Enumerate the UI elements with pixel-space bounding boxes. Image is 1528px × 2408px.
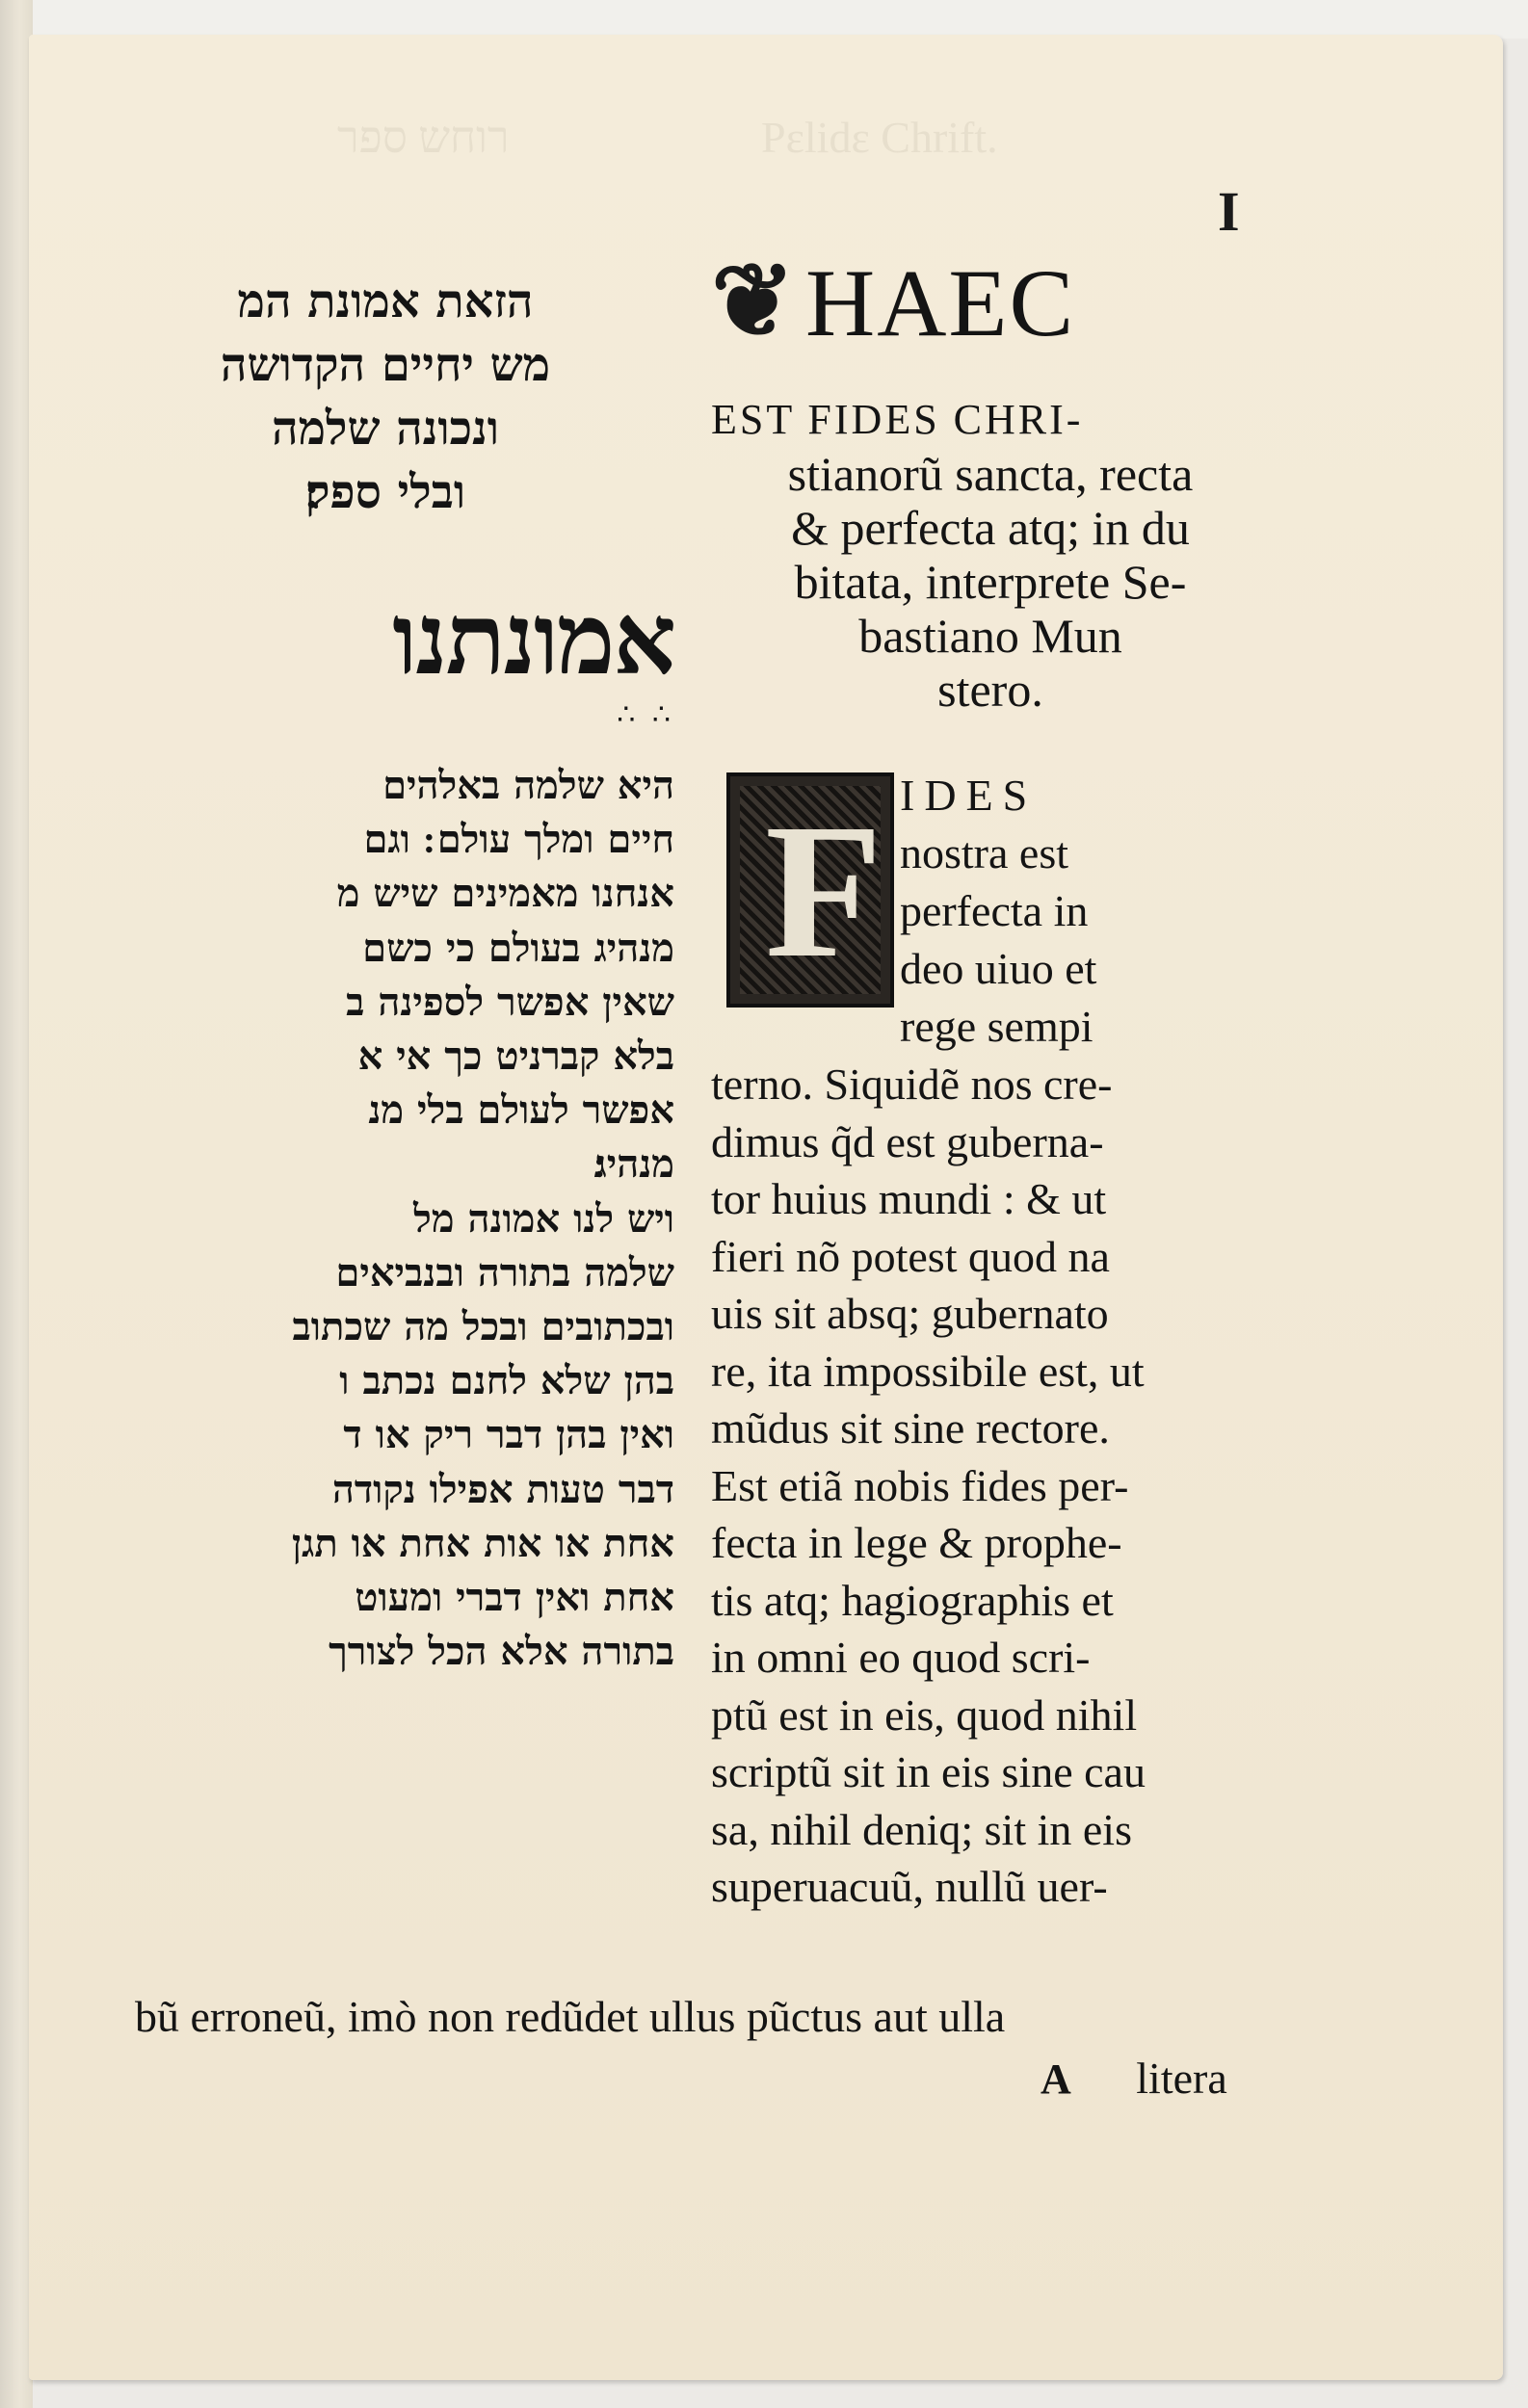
bleed-through-text: Pεlidε Chrift.: [761, 113, 998, 162]
latin-title-line: stianorũ sancta, recta: [787, 447, 1194, 501]
hebrew-line: מנהיג׃: [593, 1141, 674, 1188]
latin-line: in omni eo quod scri-: [711, 1633, 1091, 1682]
folio-number: I: [1218, 180, 1240, 243]
hebrew-heading-line: ובלי ספק׃: [304, 465, 466, 519]
latin-body: [711, 1056, 1270, 1916]
latin-line: sa, nihil deniq; sit in eis: [711, 1804, 1132, 1854]
latin-line: Est etiã nobis fides per-: [711, 1460, 1129, 1510]
latin-line: tor huius mundi : & ut: [711, 1174, 1107, 1223]
latin-title-word: HAEC: [805, 249, 1076, 356]
latin-line: terno. Siquidẽ nos cre-: [711, 1060, 1113, 1109]
catchword: litera: [1136, 2054, 1227, 2103]
hebrew-line: שאין אפשר לספינה ב: [346, 979, 674, 1025]
latin-title-row: [711, 241, 1270, 385]
latin-line: mũdus sit sine rectore.: [711, 1403, 1110, 1453]
latin-line: ptũ est in eis, quod nihil: [711, 1689, 1138, 1740]
hebrew-heading-line: ונכונה שלמה: [271, 402, 500, 456]
hebrew-line: בהן שלא לחנם נכתב ו: [339, 1358, 674, 1404]
hebrew-heading: [96, 270, 674, 524]
background-top: [0, 0, 1528, 39]
hebrew-title-dots: ∴ ∴: [617, 698, 674, 732]
bleed-through-text: רוחש ספר: [337, 113, 510, 162]
latin-line: perfecta in: [900, 886, 1089, 935]
hebrew-column: [96, 270, 674, 1679]
hebrew-line: ואין בהן דבר ריק או ד: [343, 1412, 674, 1458]
hebrew-line: אחת או אות אחת או תגן: [291, 1520, 674, 1566]
hebrew-line: בלא קברניט כך אי א: [357, 1034, 674, 1080]
hebrew-line: אחת ואין דברי ומעוט: [355, 1575, 674, 1621]
footer-row: [1041, 2050, 1227, 2108]
latin-title-block: [711, 447, 1270, 717]
hebrew-line: חיים ומלך עולם ׃ וגם: [363, 817, 674, 863]
hebrew-body: [96, 759, 674, 1679]
latin-line: dimus q̃d est guberna-: [711, 1116, 1104, 1166]
hebrew-line: ויש לנו אמונה מל: [413, 1195, 674, 1242]
latin-line: re, ita impossibile est, ut: [711, 1346, 1145, 1396]
latin-line: fieri nõ potest quod na: [711, 1231, 1110, 1281]
latin-title-line: & perfecta atq; in du: [791, 501, 1190, 555]
latin-line: tis atq; hagiographis et: [711, 1575, 1114, 1625]
hebrew-line: דבר טעות אפילו נקודה: [331, 1466, 674, 1512]
latin-line: deo uiuo et: [900, 944, 1097, 993]
hebrew-line: אפשר לעולם בלי מנ: [368, 1087, 674, 1134]
latin-line: superuacuũ, nullũ uer-: [711, 1862, 1108, 1911]
latin-subhead: EST FIDES CHRI-: [711, 396, 1084, 443]
hebrew-line: ובכתובים ובכל מה שכתוב: [292, 1304, 674, 1350]
latin-title-line: stero.: [937, 663, 1043, 717]
initial-letter: F: [765, 785, 883, 998]
hebrew-line: אנחנו מאמינים שיש מ: [336, 871, 674, 917]
signature-mark: A: [1041, 2055, 1071, 2103]
hebrew-heading-line: מש יחיים הקדושה: [220, 338, 551, 392]
latin-line: IDES: [900, 771, 1038, 820]
hebrew-heading-line: הזאת אמונת המ: [237, 275, 534, 328]
latin-line: nostra est: [900, 828, 1069, 877]
latin-opening-paragraph: [711, 767, 1270, 1056]
book-spine-edge: [0, 0, 33, 2408]
latin-title-line: bitata, interprete Se-: [794, 555, 1187, 609]
decorated-initial: [726, 772, 894, 1008]
latin-line: scriptũ sit in eis sine cau: [711, 1747, 1146, 1796]
latin-title-line: bastiano Mun: [858, 609, 1122, 663]
latin-line: uis sit absq; gubernato: [711, 1289, 1109, 1338]
hebrew-line: מנהיג בעולם כי כשם: [362, 925, 674, 971]
hebrew-line: בתורה אלא הכל לצורך: [329, 1629, 674, 1675]
hebrew-title: אמונתנו: [392, 582, 674, 697]
hebrew-line: היא שלמה באלהים: [382, 763, 674, 808]
latin-line: fecta in lege & prophe-: [711, 1518, 1122, 1567]
hebrew-line: שלמה בתורה ובנביאים: [335, 1249, 674, 1296]
latin-column: [711, 241, 1270, 1916]
latin-line: rege sempi: [900, 1002, 1093, 1051]
fleuron-ornament-icon: ❦: [711, 247, 796, 357]
latin-full-width-line: bũ erroneũ, imò non redũdet ullus pũctus aut ulla: [135, 1992, 1006, 2041]
